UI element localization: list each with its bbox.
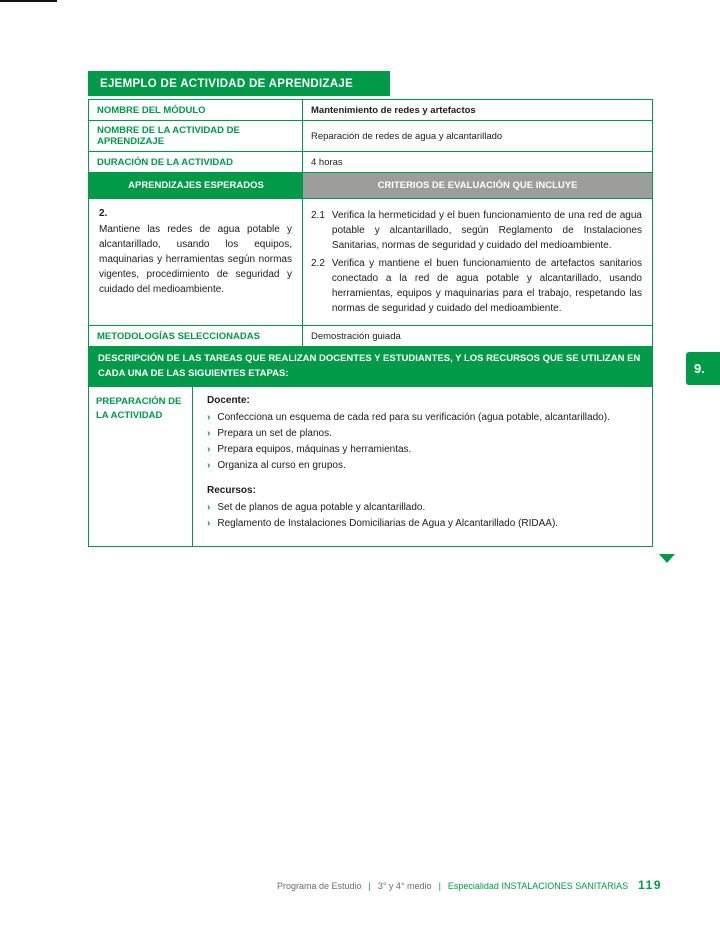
column-header-criterios: CRITERIOS DE EVALUACIÓN QUE INCLUYE	[303, 173, 652, 198]
description-banner: DESCRIPCIÓN DE LAS TAREAS QUE REALIZAN DOCENTES Y ESTUDIANTES, Y LOS RECURSOS QUE SE UTILIZAN EN CADA UNA DE LAS SIGUIENTES ETAPAS:	[89, 347, 652, 387]
chevron-bullet-icon: ›	[207, 444, 211, 456]
list-item-text: Organiza al curso en grupos.	[217, 460, 346, 472]
list-item	[207, 458, 638, 474]
footer-program: Programa de Estudio	[276, 881, 362, 891]
chevron-bullet-icon: ›	[207, 460, 211, 472]
column-header-aprendizajes: APRENDIZAJES ESPERADOS	[89, 173, 303, 198]
table-row-metodologias	[89, 326, 652, 347]
continuation-arrow-icon	[659, 554, 675, 563]
list-item	[207, 500, 638, 516]
chevron-bullet-icon: ›	[207, 518, 211, 530]
list-item-text: Set de planos de agua potable y alcantarillado.	[217, 502, 426, 514]
row-label: METODOLOGÍAS SELECCIONADAS	[89, 326, 303, 346]
expected-learning-text: Mantiene las redes de agua potable y alcantarillado, usando los equipos, maquinarias y herramientas según normas vigentes, procedimiento de seguridad y cuidado del medioambiente.	[99, 224, 292, 295]
row-label: NOMBRE DE LA ACTIVIDAD DE APRENDIZAJE	[89, 121, 303, 151]
list-item	[207, 516, 638, 532]
learning-criteria-row	[89, 199, 652, 326]
row-label: DURACIÓN DE LA ACTIVIDAD	[89, 152, 303, 172]
activity-title-banner: EJEMPLO DE ACTIVIDAD DE APRENDIZAJE	[88, 71, 390, 96]
column-headers-row	[89, 173, 652, 199]
list-item-text: Reglamento de Instalaciones Domiciliarias de Agua y Alcantarillado (RIDAA).	[217, 518, 559, 530]
activity-table	[88, 99, 653, 547]
chevron-bullet-icon: ›	[207, 412, 211, 424]
preparation-row	[89, 387, 652, 546]
docente-heading: Docente:	[207, 395, 250, 407]
scan-edge-mark	[0, 0, 57, 2]
chevron-bullet-icon: ›	[207, 428, 211, 440]
row-value: Reparación de redes de agua y alcantarillado	[311, 130, 503, 142]
recursos-heading: Recursos:	[207, 485, 256, 497]
row-value: Demostración guiada	[311, 330, 401, 342]
criterion-text: Verifica la hermeticidad y el buen funcionamiento de una red de agua potable y alcantarillado, según Reglamento de Instalaciones Sanitarias, normas de seguridad y cuidado del medioambiente.	[331, 210, 642, 251]
list-item	[207, 442, 638, 458]
table-row-duracion	[89, 152, 652, 173]
list-item-text: Prepara equipos, máquinas y herramientas.	[217, 444, 412, 456]
preparation-body	[193, 387, 652, 546]
criterion-number: 2.1	[311, 210, 325, 221]
criterion-number: 2.2	[311, 258, 325, 269]
footer-grade: 3° y 4° medio	[377, 881, 432, 891]
page-footer	[277, 878, 662, 892]
footer-separator: |	[438, 881, 441, 891]
page-content	[88, 71, 653, 547]
table-row-actividad	[89, 121, 652, 152]
footer-separator: |	[368, 881, 371, 891]
expected-learning-cell	[89, 199, 303, 325]
chapter-side-tab: 9.	[686, 352, 720, 385]
footer-specialty: Especialidad INSTALACIONES SANITARIAS	[447, 881, 629, 891]
table-row-modulo	[89, 100, 652, 121]
list-item-text: Prepara un set de planos.	[217, 428, 332, 440]
preparation-label: PREPARACIÓN DE LA ACTIVIDAD	[89, 387, 193, 546]
criterion-item	[311, 208, 642, 253]
expected-learning-number: 2.	[99, 208, 108, 219]
list-item-text: Confecciona un esquema de cada red para su verificación (agua potable, alcantarillado).	[217, 412, 610, 424]
page-number: 119	[638, 878, 662, 892]
recursos-block	[207, 485, 638, 532]
row-value: Mantenimiento de redes y artefactos	[311, 104, 476, 116]
row-value: 4 horas	[311, 156, 343, 168]
row-label: NOMBRE DEL MÓDULO	[89, 100, 303, 120]
criteria-cell	[303, 199, 652, 325]
chevron-bullet-icon: ›	[207, 502, 211, 514]
list-item	[207, 410, 638, 426]
list-item	[207, 426, 638, 442]
criterion-item	[311, 256, 642, 316]
criterion-text: Verifica y mantiene el buen funcionamiento de artefactos sanitarios conectado a la red de agua potable y alcantarillado, usando herramientas, equipos y maquinarias para el trabajo, respetando las normas de seguridad y cuidado del medioambiente.	[331, 258, 642, 314]
